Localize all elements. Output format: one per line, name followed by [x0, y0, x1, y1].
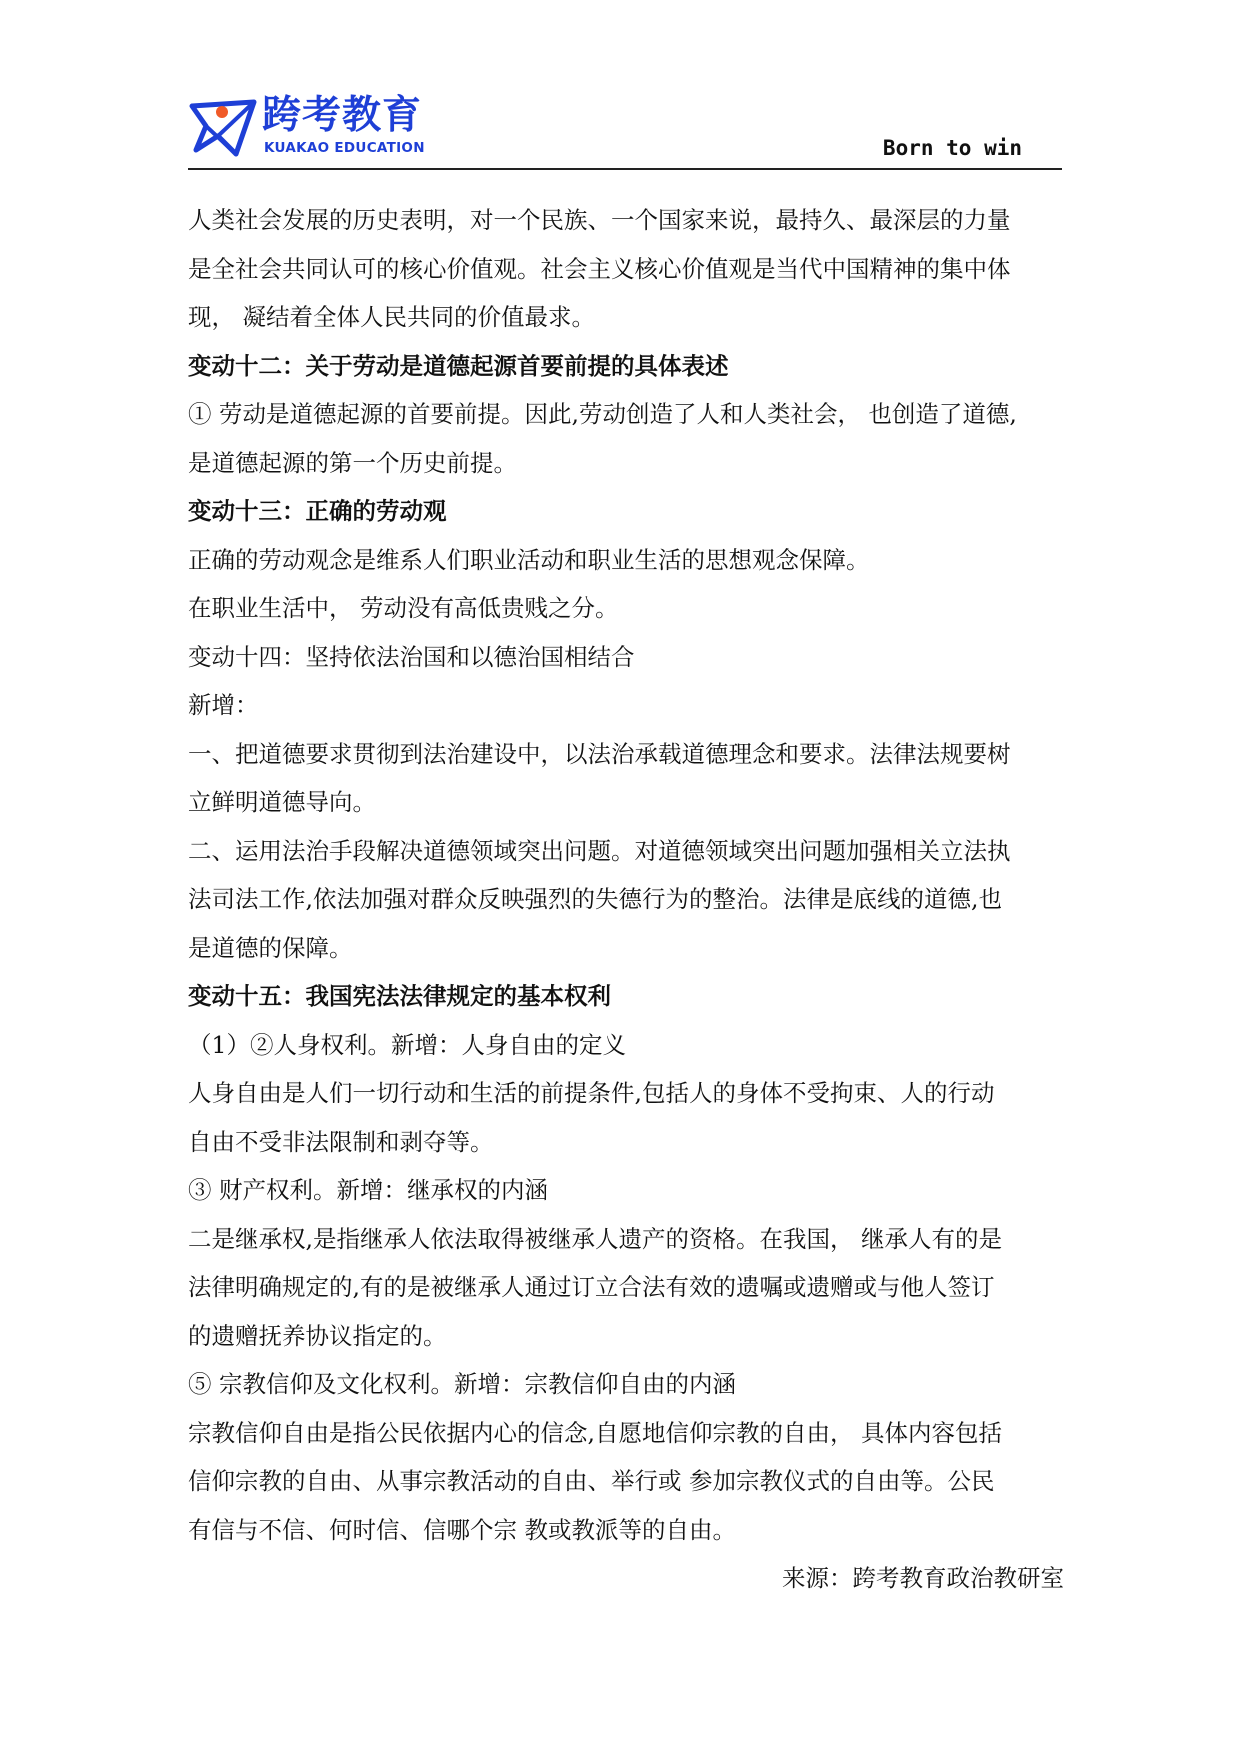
paragraph-line: 二是继承权,是指继承人依法取得被继承人遗产的资格。在我国， 继承人有的是 [188, 1224, 1002, 1253]
logo-subtitle: KUAKAO EDUCATION [264, 140, 425, 156]
document-body [188, 196, 1064, 1603]
paragraph-line: （1）②人身权利。新增：人身自由的定义 [188, 1030, 626, 1059]
paragraph-line: 二、运用法治手段解决道德领域突出问题。对道德领域突出问题加强相关立法执 [188, 836, 1011, 865]
paragraph-line: 有信与不信、何时信、信哪个宗 教或教派等的自由。 [188, 1515, 736, 1544]
paragraph-line: 是道德的保障。 [188, 933, 353, 962]
section-heading: 变动十三：正确的劳动观 [188, 497, 447, 525]
paragraph-line: 自由不受非法限制和剥夺等。 [188, 1127, 494, 1156]
paragraph-line: 现， 凝结着全体人民共同的价值最求。 [188, 303, 595, 331]
paragraph-line: 法司法工作,依法加强对群众反映强烈的失德行为的整治。法律是底线的道德,也 [188, 885, 1002, 913]
logo [188, 92, 438, 164]
paragraph-line: 是全社会共同认可的核心价值观。社会主义核心价值观是当代中国精神的集中体 [188, 254, 1011, 283]
paragraph-line: ⑤ 宗教信仰及文化权利。新增：宗教信仰自由的内涵 [188, 1370, 736, 1398]
paragraph-line: 宗教信仰自由是指公民依据内心的信念,自愿地信仰宗教的自由， 具体内容包括 [188, 1418, 1002, 1447]
paragraph-line: 变动十四：坚持依法治国和以德治国相结合 [188, 642, 635, 671]
paragraph-line: 人类社会发展的历史表明，对一个民族、一个国家来说，最持久、最深层的力量 [188, 206, 1011, 234]
paragraph-line: ① 劳动是道德起源的首要前提。因此,劳动创造了人和人类社会， 也创造了道德, [188, 400, 1017, 428]
logo-mark-icon [188, 98, 258, 158]
paragraph-line: 信仰宗教的自由、从事宗教活动的自由、举行或 参加宗教仪式的自由等。公民 [188, 1467, 995, 1495]
paragraph-line: 是道德起源的第一个历史前提。 [188, 448, 517, 477]
section-heading: 变动十五：我国宪法法律规定的基本权利 [188, 982, 611, 1010]
source-attribution: 来源：跨考教育政治教研室 [782, 1564, 1064, 1592]
paragraph-line: 法律明确规定的,有的是被继承人通过订立合法有效的遗嘱或遗赠或与他人签订 [188, 1273, 995, 1301]
logo-text: 跨考教育 [262, 93, 423, 138]
paragraph-line: 正确的劳动观念是维系人们职业活动和职业生活的思想观念保障。 [188, 545, 870, 574]
section-heading: 变动十二：关于劳动是道德起源首要前提的具体表述 [188, 351, 729, 380]
paragraph-line: 在职业生活中， 劳动没有高低贵贱之分。 [188, 594, 619, 622]
paragraph-line: 的遗赠抚养协议指定的。 [188, 1321, 447, 1350]
paragraph-line: 立鲜明道德导向。 [188, 788, 376, 816]
header-divider [188, 168, 1062, 170]
page-header [188, 84, 1062, 170]
header-slogan: Born to win [882, 136, 1022, 160]
paragraph-line: 人身自由是人们一切行动和生活的前提条件,包括人的身体不受拘束、人的行动 [188, 1079, 995, 1107]
paragraph-line: 一、把道德要求贯彻到法治建设中，以法治承载道德理念和要求。法律法规要树 [188, 739, 1011, 768]
paragraph-line: 新增： [188, 691, 259, 719]
paragraph-line: ③ 财产权利。新增：继承权的内涵 [188, 1176, 548, 1204]
